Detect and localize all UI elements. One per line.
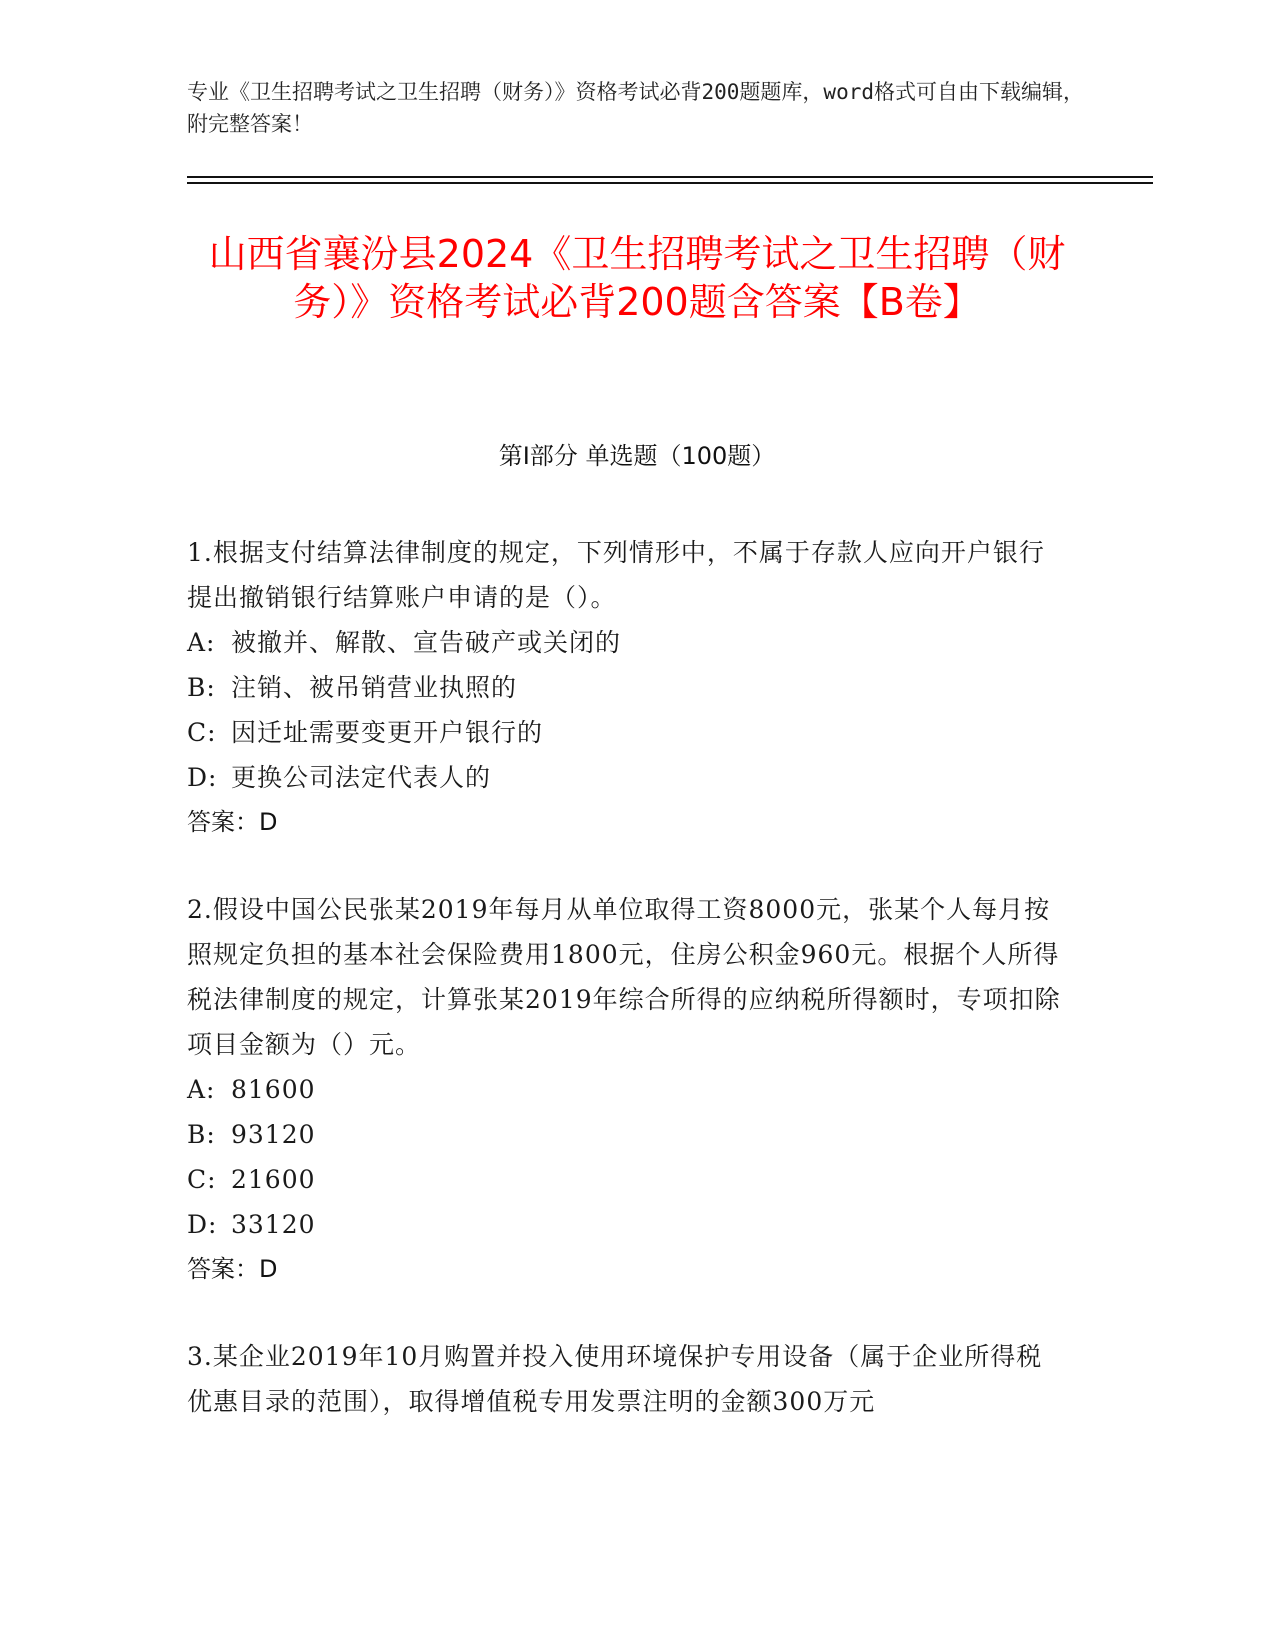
option-text: 被撤并、解散、宣告破产或关闭的 [231, 628, 622, 657]
option-a [187, 620, 1067, 665]
option-b [187, 665, 1067, 710]
option-d [187, 1202, 1067, 1247]
option-text: 因迁址需要变更开户银行的 [231, 718, 544, 747]
option-key: B: [187, 673, 216, 702]
question-2 [187, 887, 1067, 1292]
option-text: 更换公司法定代表人的 [231, 763, 492, 792]
option-key: C: [187, 1165, 217, 1194]
option-d [187, 755, 1067, 800]
question-list [187, 530, 1067, 1466]
option-text: 93120 [231, 1120, 316, 1149]
option-text: 81600 [231, 1075, 316, 1104]
option-a [187, 1067, 1067, 1112]
option-key: D: [187, 763, 218, 792]
option-key: D: [187, 1210, 218, 1239]
header-divider-bottom [187, 182, 1153, 184]
question-1 [187, 530, 1067, 845]
option-c [187, 1157, 1067, 1202]
question-stem: 1.根据支付结算法律制度的规定，下列情形中，不属于存款人应向开户银行提出撤销银行结算账户申请的是（）。 [187, 538, 1045, 612]
option-c [187, 710, 1067, 755]
question-stem: 3.某企业2019年10月购置并投入使用环境保护专用设备（属于企业所得税优惠目录的范围），取得增值税专用发票注明的金额300万元 [187, 1342, 1043, 1416]
option-text: 21600 [231, 1165, 316, 1194]
option-key: C: [187, 718, 217, 747]
option-key: A: [187, 1075, 216, 1104]
option-b [187, 1112, 1067, 1157]
option-text: 注销、被吊销营业执照的 [231, 673, 518, 702]
document-title: 山西省襄汾县2024《卫生招聘考试之卫生招聘（财务）》资格考试必背200题含答案【B卷】 [208, 232, 1066, 324]
header-note: 专业《卫生招聘考试之卫生招聘（财务）》资格考试必背200题题库，word格式可自由下载编辑，附完整答案！ [187, 80, 1084, 136]
option-key: B: [187, 1120, 216, 1149]
option-text: 33120 [231, 1210, 316, 1239]
answer-line: 答案：D [187, 808, 278, 836]
section-heading: 第I部分 单选题（100题） [498, 442, 776, 470]
option-key: A: [187, 628, 216, 657]
question-3 [187, 1334, 1067, 1424]
answer-line: 答案：D [187, 1255, 278, 1283]
header-divider-top [187, 176, 1153, 178]
question-stem: 2.假设中国公民张某2019年每月从单位取得工资8000元，张某个人每月按照规定负担的基本社会保险费用1800元，住房公积金960元。根据个人所得税法律制度的规定，计算张某2019年综合所得的应纳税所得额时，专项扣除项目金额为（）元。 [187, 895, 1061, 1059]
